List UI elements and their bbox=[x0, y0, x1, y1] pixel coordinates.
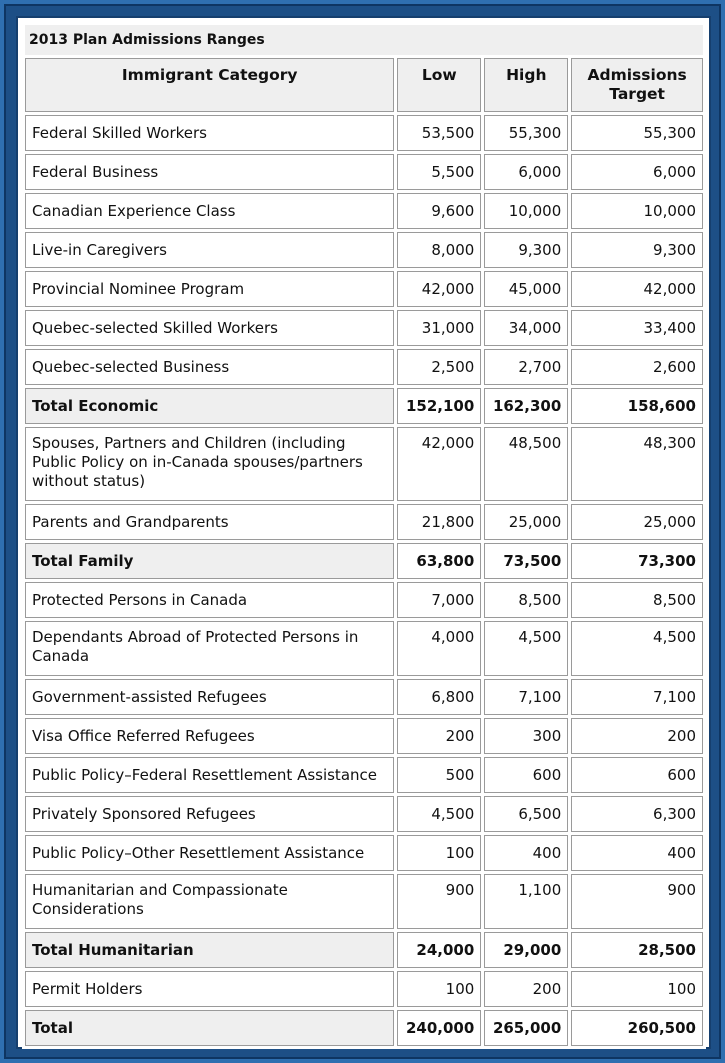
row-target: 6,000 bbox=[571, 154, 703, 190]
table-row bbox=[25, 835, 703, 871]
table-row bbox=[25, 971, 703, 1007]
header-category: Immigrant Category bbox=[25, 58, 394, 112]
row-high: 25,000 bbox=[484, 504, 568, 540]
row-low: 4,500 bbox=[397, 796, 481, 832]
row-low: 31,000 bbox=[397, 310, 481, 346]
row-high: 7,100 bbox=[484, 679, 568, 715]
table-panel bbox=[16, 16, 711, 1049]
row-target: 48,300 bbox=[571, 427, 703, 501]
row-target: 25,000 bbox=[571, 504, 703, 540]
table-row bbox=[25, 757, 703, 793]
row-low: 200 bbox=[397, 718, 481, 754]
row-low: 100 bbox=[397, 835, 481, 871]
row-target: 900 bbox=[571, 874, 703, 929]
row-category: Public Policy–Federal Resettlement Assistance bbox=[25, 757, 394, 793]
row-category: Quebec-selected Skilled Workers bbox=[25, 310, 394, 346]
total-row bbox=[25, 543, 703, 579]
total-row bbox=[25, 1010, 703, 1046]
total-category: Total bbox=[25, 1010, 394, 1046]
row-category: Federal Business bbox=[25, 154, 394, 190]
row-target: 6,300 bbox=[571, 796, 703, 832]
total-target: 158,600 bbox=[571, 388, 703, 424]
row-high: 4,500 bbox=[484, 621, 568, 676]
row-target: 100 bbox=[571, 971, 703, 1007]
row-high: 400 bbox=[484, 835, 568, 871]
table-row bbox=[25, 271, 703, 307]
table-row bbox=[25, 115, 703, 151]
table-row bbox=[25, 582, 703, 618]
row-target: 55,300 bbox=[571, 115, 703, 151]
row-low: 2,500 bbox=[397, 349, 481, 385]
caption-row bbox=[25, 25, 703, 55]
row-high: 9,300 bbox=[484, 232, 568, 268]
admissions-table bbox=[22, 22, 706, 1049]
total-target: 260,500 bbox=[571, 1010, 703, 1046]
row-high: 1,100 bbox=[484, 874, 568, 929]
row-category: Visa Office Referred Refugees bbox=[25, 718, 394, 754]
total-category: Total Economic bbox=[25, 388, 394, 424]
table-row bbox=[25, 232, 703, 268]
total-low: 152,100 bbox=[397, 388, 481, 424]
row-high: 8,500 bbox=[484, 582, 568, 618]
table-row bbox=[25, 310, 703, 346]
row-low: 53,500 bbox=[397, 115, 481, 151]
row-category: Spouses, Partners and Children (including Public Policy on in-Canada spouses/partners without status) bbox=[25, 427, 394, 501]
row-high: 6,000 bbox=[484, 154, 568, 190]
row-target: 4,500 bbox=[571, 621, 703, 676]
total-low: 63,800 bbox=[397, 543, 481, 579]
row-low: 500 bbox=[397, 757, 481, 793]
row-target: 400 bbox=[571, 835, 703, 871]
table-row bbox=[25, 504, 703, 540]
table-row bbox=[25, 796, 703, 832]
row-high: 34,000 bbox=[484, 310, 568, 346]
table-row bbox=[25, 718, 703, 754]
row-target: 33,400 bbox=[571, 310, 703, 346]
row-category: Federal Skilled Workers bbox=[25, 115, 394, 151]
row-target: 9,300 bbox=[571, 232, 703, 268]
row-category: Live-in Caregivers bbox=[25, 232, 394, 268]
total-category: Total Humanitarian bbox=[25, 932, 394, 968]
row-target: 42,000 bbox=[571, 271, 703, 307]
table-row bbox=[25, 349, 703, 385]
total-high: 73,500 bbox=[484, 543, 568, 579]
table-row bbox=[25, 193, 703, 229]
row-low: 900 bbox=[397, 874, 481, 929]
total-low: 240,000 bbox=[397, 1010, 481, 1046]
total-row bbox=[25, 388, 703, 424]
outer-frame bbox=[4, 4, 721, 1059]
row-category: Public Policy–Other Resettlement Assistance bbox=[25, 835, 394, 871]
row-target: 8,500 bbox=[571, 582, 703, 618]
row-target: 2,600 bbox=[571, 349, 703, 385]
header-high: High bbox=[484, 58, 568, 112]
header-target bbox=[571, 58, 703, 112]
row-category: Protected Persons in Canada bbox=[25, 582, 394, 618]
total-target: 73,300 bbox=[571, 543, 703, 579]
row-category: Parents and Grandparents bbox=[25, 504, 394, 540]
row-category: Dependants Abroad of Protected Persons in Canada bbox=[25, 621, 394, 676]
total-target: 28,500 bbox=[571, 932, 703, 968]
row-low: 9,600 bbox=[397, 193, 481, 229]
row-low: 8,000 bbox=[397, 232, 481, 268]
row-category: Permit Holders bbox=[25, 971, 394, 1007]
row-high: 48,500 bbox=[484, 427, 568, 501]
table-caption: 2013 Plan Admissions Ranges bbox=[25, 25, 703, 55]
row-low: 42,000 bbox=[397, 271, 481, 307]
table-row bbox=[25, 427, 703, 501]
row-category: Privately Sponsored Refugees bbox=[25, 796, 394, 832]
row-high: 600 bbox=[484, 757, 568, 793]
row-high: 200 bbox=[484, 971, 568, 1007]
total-high: 29,000 bbox=[484, 932, 568, 968]
row-category: Quebec-selected Business bbox=[25, 349, 394, 385]
row-target: 600 bbox=[571, 757, 703, 793]
row-low: 42,000 bbox=[397, 427, 481, 501]
row-low: 4,000 bbox=[397, 621, 481, 676]
table-row bbox=[25, 874, 703, 929]
total-low: 24,000 bbox=[397, 932, 481, 968]
row-low: 100 bbox=[397, 971, 481, 1007]
row-high: 10,000 bbox=[484, 193, 568, 229]
table-row bbox=[25, 154, 703, 190]
row-low: 6,800 bbox=[397, 679, 481, 715]
header-row bbox=[25, 58, 703, 112]
row-target: 10,000 bbox=[571, 193, 703, 229]
total-row bbox=[25, 932, 703, 968]
table-row bbox=[25, 679, 703, 715]
row-target: 200 bbox=[571, 718, 703, 754]
row-high: 55,300 bbox=[484, 115, 568, 151]
row-category: Humanitarian and Compassionate Considerations bbox=[25, 874, 394, 929]
row-low: 7,000 bbox=[397, 582, 481, 618]
header-target-label: Admissions Target bbox=[587, 66, 687, 103]
row-high: 6,500 bbox=[484, 796, 568, 832]
total-high: 162,300 bbox=[484, 388, 568, 424]
header-low: Low bbox=[397, 58, 481, 112]
row-category: Provincial Nominee Program bbox=[25, 271, 394, 307]
row-target: 7,100 bbox=[571, 679, 703, 715]
row-high: 45,000 bbox=[484, 271, 568, 307]
row-low: 21,800 bbox=[397, 504, 481, 540]
table-row bbox=[25, 621, 703, 676]
total-high: 265,000 bbox=[484, 1010, 568, 1046]
row-category: Government-assisted Refugees bbox=[25, 679, 394, 715]
total-category: Total Family bbox=[25, 543, 394, 579]
row-low: 5,500 bbox=[397, 154, 481, 190]
row-high: 2,700 bbox=[484, 349, 568, 385]
row-category: Canadian Experience Class bbox=[25, 193, 394, 229]
row-high: 300 bbox=[484, 718, 568, 754]
